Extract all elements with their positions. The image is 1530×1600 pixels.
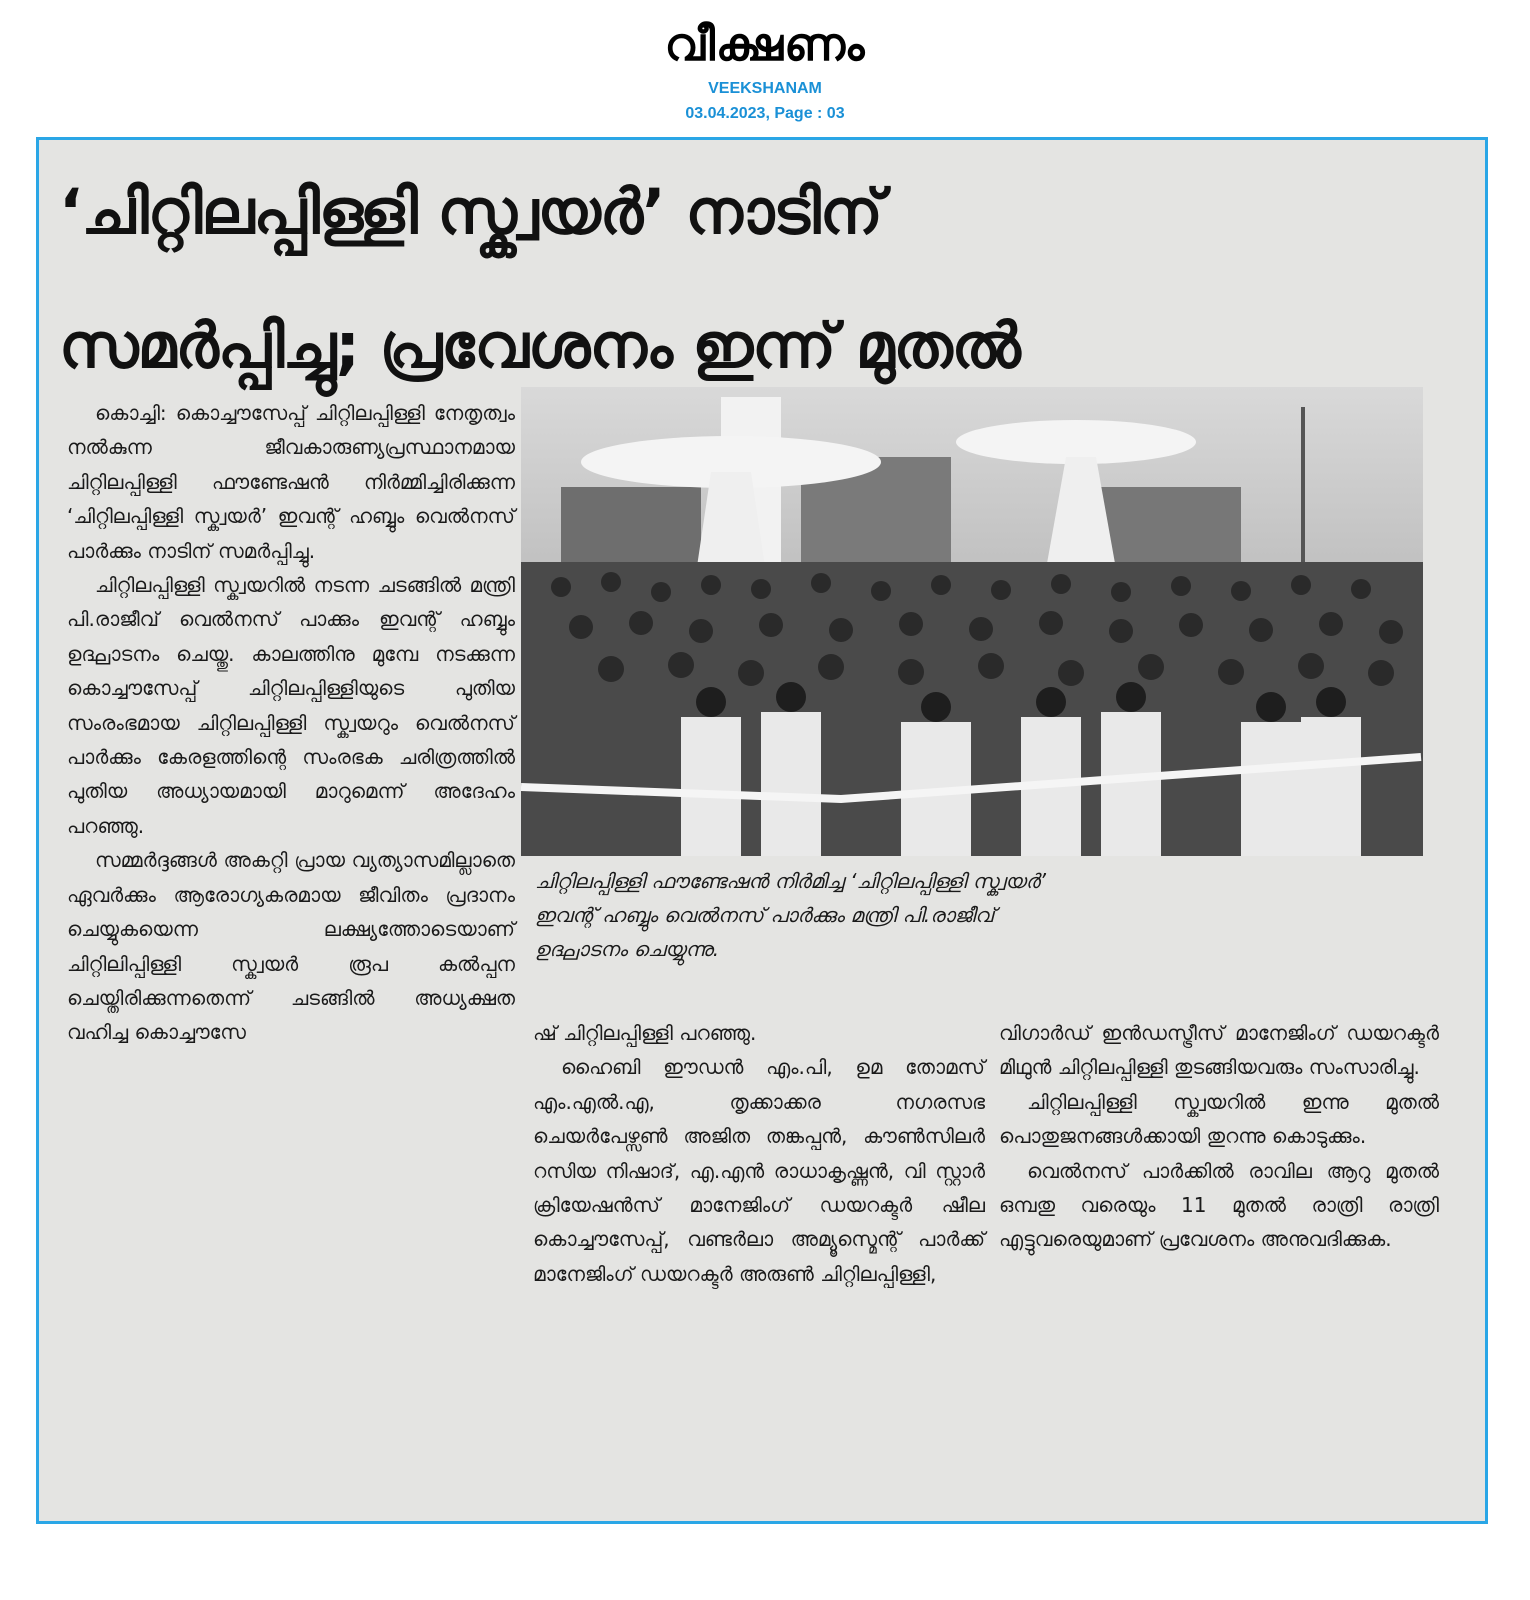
headline-line-1: ‘ചിറ്റിലപ്പിള്ളി സ്ക്വയർ’ നാടിന് (59, 175, 882, 248)
headline-line-2: സമർപ്പിച്ചു; പ്രവേശനം ഇന്ന് മുതൽ (59, 309, 1020, 382)
caption-line: ചിറ്റിലപ്പിള്ളി ഫൗണ്ടേഷൻ നിർമിച്ച ‘ചിറ്റിലപ്പിള്ളി സ്ക്വയർ’ (535, 869, 1046, 893)
photo-caption (535, 864, 1435, 966)
paragraph: ചിറ്റിലപ്പിള്ളി സ്ക്വയറിൽ നടന്ന ചടങ്ങിൽ മന്ത്രി പി.രാജീവ് വെൽനസ് പാക്കും ഇവന്റ് ഹബ്ബും ഉദ്ഘാടനം ചെയ്തു. കാലത്തിനു മുമ്പേ നടക്കുന്ന കൊച്ചൗസേപ്പ് ചിറ്റിലപ്പിള്ളിയുടെ പുതിയ സംരംഭമായ ചിറ്റിലപ്പിള്ളി സ്ക്വയറും വെൽനസ് പാർക്കും കേരളത്തിന്റെ സംരഭക ചരിത്രത്തിൽ പുതിയ അധ്യായമായി മാറുമെന്ന് അദേഹം പറഞ്ഞു. (67, 573, 515, 838)
crowd-photo-illustration (521, 387, 1423, 856)
caption-line: ഇവന്റ് ഹബ്ബും വെൽനസ് പാർക്കും മന്ത്രി പി.രാജീവ് (535, 903, 995, 927)
paragraph: ഷ് ചിറ്റിലപ്പിള്ളി പറഞ്ഞു. (533, 1021, 757, 1045)
news-clipping (36, 137, 1488, 1524)
article-column-1 (67, 396, 515, 1050)
paragraph: വിഗാർഡ് ഇൻഡസ്ട്രീസ് മാനേജിംഗ് ഡയറക്ടർ മിഥുൻ ചിറ്റിലപ്പിള്ളി തുടങ്ങിയവരും സംസാരിച്ചു. (999, 1021, 1439, 1080)
caption-line: ഉദ്ഘാടനം ചെയ്യുന്നു. (535, 937, 720, 961)
paragraph: വെൽനസ് പാർക്കിൽ രാവില ആറു മുതൽ ഒമ്പതു വരെയും 11 മുതൽ രാത്രി രാത്രി എട്ടുവരെയുമാണ് പ്രവേശനം അനുവദിക്കുക. (999, 1158, 1439, 1252)
newspaper-name: VEEKSHANAM (708, 80, 822, 97)
date-page-label: 03.04.2023, Page : 03 (685, 105, 845, 122)
paragraph: ചിറ്റിലപ്പിള്ളി സ്ക്വയറിൽ ഇന്നു മുതൽ പൊതുജനങ്ങൾക്കായി തുറന്നു കൊടുക്കും. (999, 1089, 1439, 1149)
newspaper-logo: വീക്ഷണം (664, 17, 866, 71)
paragraph: സമ്മർദ്ദങ്ങൾ അകറ്റി പ്രായ വ്യത്യാസമില്ലാതെ ഏവർക്കും ആരോഗ്യകരമായ ജീവിതം പ്രദാനം ചെയ്യുകയെന്ന ലക്ഷ്യത്തോടെയാണ് ചിറ്റിലിപ്പിള്ളി സ്ക്വയർ രൂപ കൽപ്പന ചെയ്തിരിക്കുന്നതെന്ന് ചടങ്ങിൽ അധ്യക്ഷത വഹിച്ച കൊച്ചൗസേ (67, 848, 515, 1045)
article-column-2 (533, 1016, 985, 1291)
article-column-3 (999, 1016, 1439, 1257)
paragraph: കൊച്ചി: കൊച്ചൗസേപ്പ് ചിറ്റിലപ്പിള്ളി നേതൃത്വം നൽകുന്ന ജീവകാരുണ്യപ്രസ്ഥാനമായ ചിറ്റിലപ്പിള്ളി ഫൗണ്ടേഷൻ നിർമ്മിച്ചിരിക്കുന്ന ‘ചിറ്റിലപ്പിള്ളി സ്ക്വയർ’ ഇവന്റ് ഹബ്ബും വെൽനസ് പാർക്കും നാടിന് സമർപ്പിച്ചു. (67, 401, 515, 563)
event-photo (521, 387, 1423, 856)
paragraph: ഹൈബി ഈഡൻ എം.പി, ഉമ തോമസ് എം.എൽ.എ, തൃക്കാക്കര നഗരസഭ ചെയർപേഴ്സൺ അജിത തങ്കപ്പൻ, കൗൺസിലർ റസിയ നിഷാദ്, എ.എൻ രാധാകൃഷ്ണൻ, വി സ്റ്റാർ ക്രിയേഷൻസ് മാനേജിംഗ് ഡയറക്ടർ ഷീല കൊച്ചൗസേപ്പ്, വണ്ടർലാ അമ്യൂസ്മെന്റ് പാർക്ക് മാനേജിംഗ് ഡയറക്ടർ അരുൺ ചിറ്റിലപ്പിള്ളി, (533, 1055, 985, 1286)
